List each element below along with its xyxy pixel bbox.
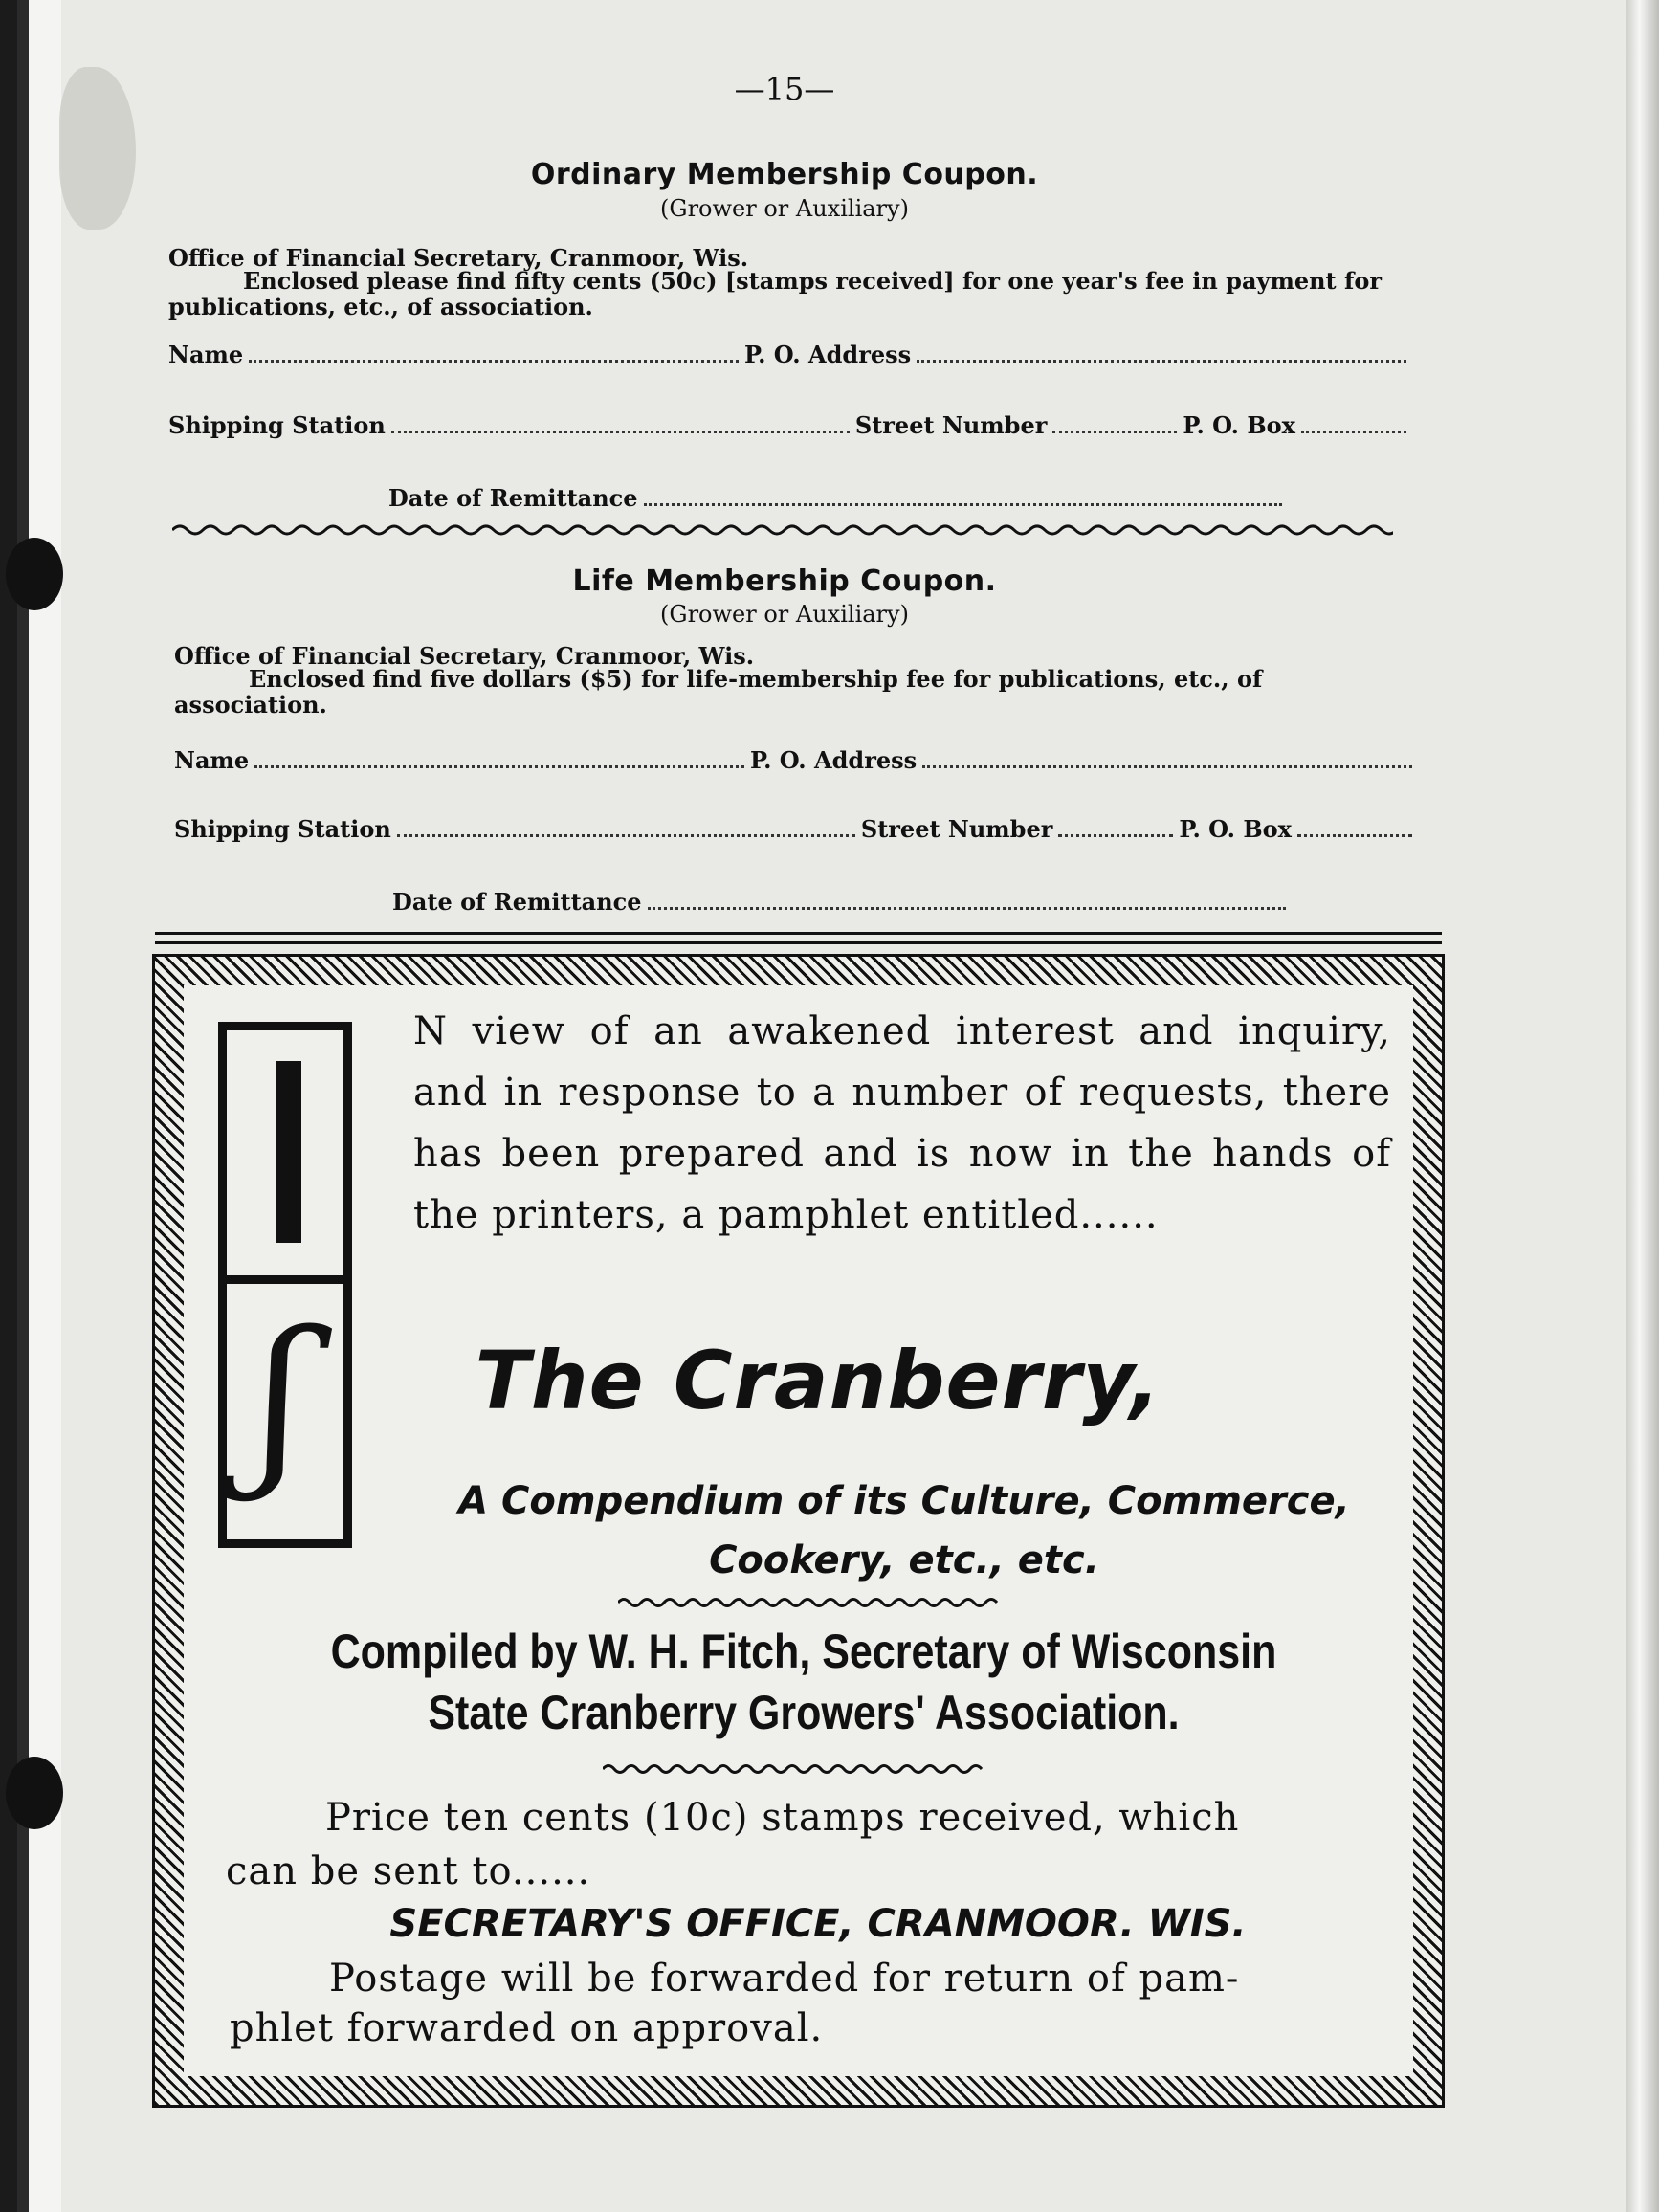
ad-wavy-divider-1 [618, 1596, 1005, 1609]
life-name-field[interactable] [254, 765, 744, 768]
ordinary-date-label: Date of Remittance [388, 484, 638, 512]
binding-strip [17, 0, 29, 2212]
ordinary-shipping-field[interactable] [391, 431, 850, 433]
postage-line-1: Postage will be forwarded for return of pam- [329, 1957, 1240, 2001]
ordinary-body: Enclosed please find fifty cents (50c) [stamps received] for one year's fee in payment for publications, etc., of association. [168, 267, 1382, 321]
life-date-row [392, 888, 1292, 916]
life-shipping-label: Shipping Station [174, 815, 391, 843]
life-po-box-field[interactable] [1297, 834, 1412, 837]
price-line-2: can be sent to...... [226, 1849, 591, 1893]
ordinary-name-label: Name [168, 341, 244, 368]
life-shipping-field[interactable] [397, 834, 855, 837]
page-edge-right [1626, 0, 1659, 2212]
double-rule-bottom [155, 941, 1442, 944]
price-line-1: Price ten cents (10c) stamps received, which [325, 1796, 1240, 1840]
ordinary-office: Office of Financial Secretary, Cranmoor, Wis. [168, 244, 749, 272]
ordinary-shipping-row [168, 411, 1412, 439]
life-po-address-field[interactable] [922, 765, 1412, 768]
double-rule-top [155, 932, 1442, 935]
drop-cap-flourish: ʃ [255, 1293, 305, 1504]
ordinary-date-field[interactable] [644, 503, 1282, 506]
binding-hole-bottom [6, 1757, 63, 1829]
ad-intro-text: N view of an awakened interest and inquiry, and in response to a number of requests, there has been prepared and is now in the hands of the printers, a pamphlet entitled...... [413, 1009, 1391, 1237]
ordinary-street-field[interactable] [1052, 431, 1177, 433]
ordinary-shipping-label: Shipping Station [168, 411, 386, 439]
page-edge-left [29, 0, 61, 2212]
ordinary-coupon-title: Ordinary Membership Coupon. [530, 158, 1039, 191]
life-body: Enclosed find five dollars ($5) for life-membership fee for publications, etc., of association. [174, 665, 1263, 719]
pamphlet-title: The Cranberry, [475, 1334, 1161, 1427]
ordinary-name-field[interactable] [249, 360, 739, 363]
ad-wavy-divider-2 [603, 1762, 989, 1776]
ordinary-po-address-label: P. O. Address [744, 341, 912, 368]
life-date-field[interactable] [648, 907, 1286, 910]
life-date-label: Date of Remittance [392, 888, 642, 916]
ordinary-po-box-label: P. O. Box [1183, 411, 1295, 439]
life-street-field[interactable] [1058, 834, 1173, 837]
life-office: Office of Financial Secretary, Cranmoor, Wis. [174, 642, 755, 670]
life-name-label: Name [174, 746, 250, 774]
ordinary-date-row [388, 484, 1288, 512]
ordinary-coupon-subtitle: (Grower or Auxiliary) [660, 195, 909, 222]
pamphlet-subtitle: A Compendium of its Culture, Commerce, Cookery, etc., etc. [458, 1479, 1350, 1582]
drop-cap-initial [218, 1022, 352, 1548]
wavy-divider [172, 522, 1393, 538]
ordinary-street-label: Street Number [854, 411, 1048, 439]
postage-line-2: phlet forwarded on approval. [230, 2006, 824, 2050]
life-coupon-title: Life Membership Coupon. [572, 564, 997, 598]
drop-cap-divider [227, 1275, 343, 1284]
ordinary-po-box-field[interactable] [1301, 431, 1406, 433]
life-shipping-row [174, 815, 1418, 843]
life-po-box-label: P. O. Box [1179, 815, 1292, 843]
drop-cap-letter [276, 1061, 301, 1243]
life-coupon-subtitle: (Grower or Auxiliary) [660, 601, 909, 628]
compiler-credit: Compiled by W. H. Fitch, Secretary of Wisconsin State Cranberry Growers' Association. [330, 1625, 1277, 1739]
ordinary-po-address-field[interactable] [917, 360, 1406, 363]
life-street-label: Street Number [860, 815, 1053, 843]
life-po-address-label: P. O. Address [750, 746, 918, 774]
binding-hole-top [6, 538, 63, 610]
life-name-row [174, 746, 1418, 774]
page-number: —15— [734, 71, 835, 107]
secretary-office-address: SECRETARY'S OFFICE, CRANMOOR. WIS. [389, 1902, 1247, 1946]
ordinary-name-row [168, 341, 1412, 368]
